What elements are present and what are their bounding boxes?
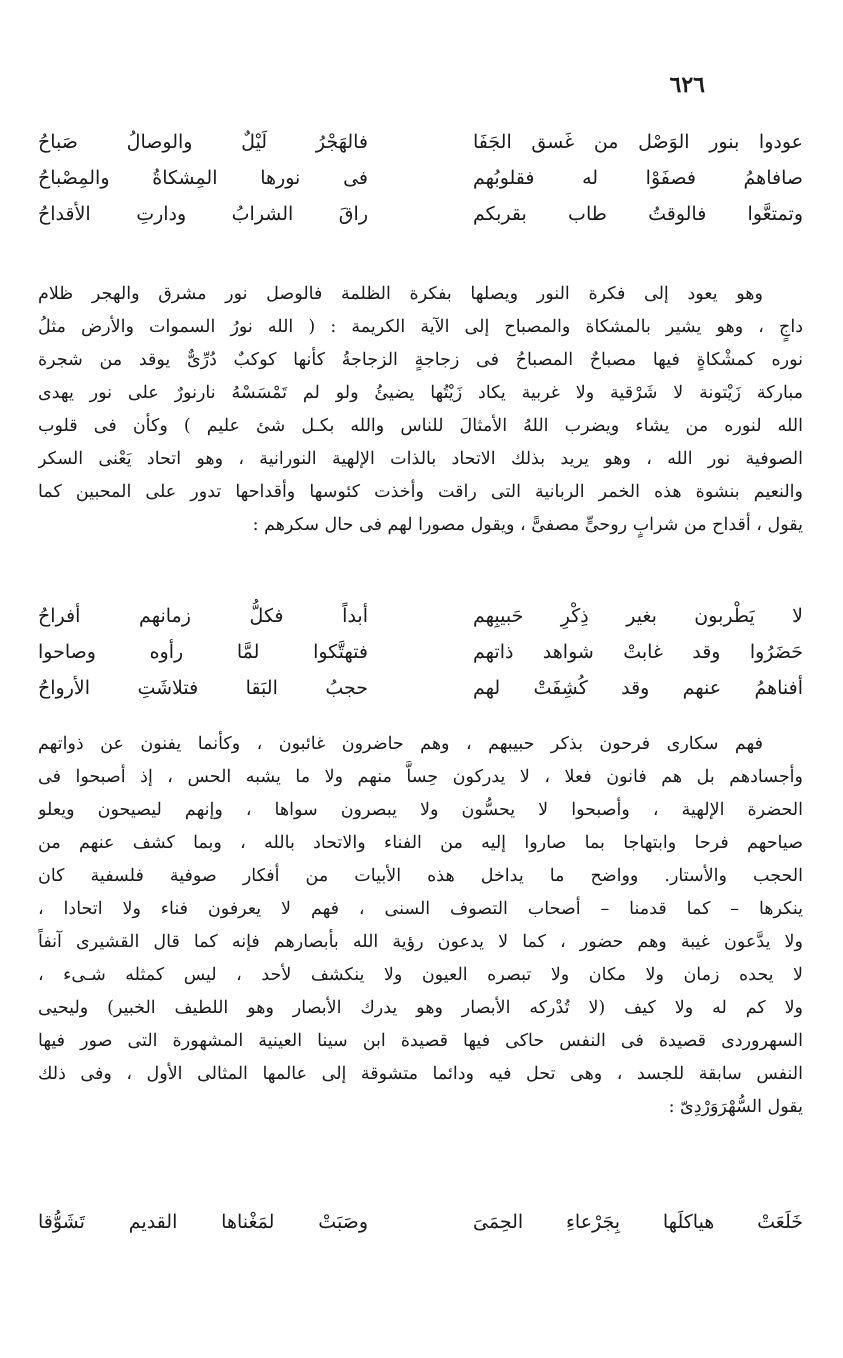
text-line: الحجب والأستار. وواضح ما يداخل هذه الأبيات من أفكار صوفية فلسفية كان — [38, 866, 803, 886]
verse-first-hemistich: وتمتعَّوا فالوقتُ طاب بقربكم — [473, 203, 803, 225]
text-line: الصوفية نور الله ، وهو يريد بذلك الاتحاد بالذات الإلهية النورانية ، وهو اتحاد يَعْنى السكر — [38, 449, 803, 469]
text-line: مباركة زَيْتونة لا شَرْقية ولا غربية يكاد زَيْتُها يضيئُ ولو لم تَمْسَسْهُ نارنورٌ على نور يهدى — [38, 383, 803, 403]
text-line: وأجسادهم بل هم فانون فعلا ، لا يدركون حِساًّ منهم ولا ما يشبه الحس ، إذ أصبحوا فى — [38, 767, 803, 787]
paragraph-2 — [38, 728, 803, 1124]
verse-second-hemistich: أبداً فكلُّ زمانهم أفراحُ — [38, 605, 368, 627]
verse-line — [38, 598, 803, 634]
verse-first-hemistich: لا يَطْربون بغير ذِكْرِ حَبيبِهم — [473, 605, 803, 627]
text-line: لا يحده زمان ولا مكان ولا تبصره العيون ولا ينكشف لأحد ، ليس كمثله شـىء ، — [38, 965, 803, 985]
text-line: الله لنوره من يشاء ويضرب اللهُ الأمثالَ للناس والله بكـل شئ عليم ) وكأن فى قلوب — [38, 416, 803, 436]
verse-second-hemistich: راقَ الشرابُ ودارتِ الأقداحُ — [38, 203, 368, 225]
text-line: ولا كم له ولا كيف (لا تُدْركه الأبصار وهو يدرك الأبصار وهو اللطيف الخبير) وليحيى — [38, 998, 803, 1018]
poem-stanza-1 — [38, 124, 803, 232]
paragraph-1 — [38, 278, 803, 542]
text-line: الحضرة الإلهية ، وأصبحوا لا يحسُّون ولا يبصرون سواها ، وإنهم ليصيحون ويعلو — [38, 800, 803, 820]
verse-second-hemistich: حجبُ البَقا فتلاشَتِ الأرواحُ — [38, 677, 368, 699]
verse-first-hemistich: حَضَرُوا وقد غابتْ شواهد ذاتهم — [473, 641, 803, 663]
text-line: ولا يدَّعون غيبة وهم حضور ، كما لا يدعون رؤية الله بأبصارهم فإنه كما قال القشيرى آنفاً — [38, 932, 803, 952]
verse-line — [38, 634, 803, 670]
text-line: ينكرها – كما قدمنا – أصحاب التصوف السنى ، فهم لا يعرفون فناء ولا اتحادا ، — [38, 899, 803, 919]
verse-first-hemistich: صافاهمُ فصفَوْا له فقلوبُهم — [473, 167, 803, 189]
verse-line — [38, 160, 803, 196]
verse-line — [38, 196, 803, 232]
verse-second-hemistich: فتهتَّكوا لمَّا رأوه وصاحوا — [38, 641, 368, 663]
verse-second-hemistich: فالهَجْرُ لَيْلٌ والوصالُ صَباحُ — [38, 131, 368, 153]
verse-second-hemistich: فى نورها المِشكاةُ والمِصْباحُ — [38, 167, 368, 189]
verse-first-hemistich: خَلَعَتْ هياكلَها بِجَرْعاءِ الحِمَىَ — [473, 1211, 803, 1233]
text-line: نوره كمشْكاةٍ فيها مصباحٌ المصباحُ فى زجاجةٍ الزجاجةُ كأنها كوكبٌ دُرِّىٌّ يوقد من شجرة — [38, 350, 803, 370]
verse-first-hemistich: عودوا بنور الوَصْل من غَسق الجَفَا — [473, 131, 803, 153]
poem-stanza-3 — [38, 1204, 803, 1240]
page-number: ٦٢٦ — [669, 72, 705, 98]
text-line: صياحهم فرحا وابتهاجا بما صاروا إليه من الفناء والاتحاد بالله ، وبما كشف عنهم من — [38, 833, 803, 853]
text-line: النفس سابقة للجسد ، وهى تحل فيه ودائما متشوقة إلى عالمها المثالى الأول ، وفى ذلك — [38, 1064, 803, 1084]
verse-first-hemistich: أفناهمُ عنهم وقد كُشِفَتْ لهم — [473, 677, 803, 699]
text-line: وهو يعود إلى فكرة النور ويصلها بفكرة الظلمة فالوصل نور مشرق والهجر ظلام — [38, 284, 763, 304]
verse-line — [38, 1204, 803, 1240]
text-line: داجٍ ، وهو يشير بالمشكاة والمصباح إلى الآية الكريمة : ( الله نورُ السموات والأرض مثلُ — [38, 317, 803, 337]
text-line: فهم سكارى فرحون بذكر حبيبهم ، وهم حاضرون غائبون ، وكأنما يفنون عن ذواتهم — [38, 734, 763, 754]
verse-second-hemistich: وصَبَتْ لمَغْناها القديم تَشَوُّقا — [38, 1211, 368, 1233]
text-line: السهروردى قصيدة فى النفس حاكى فيها قصيدة ابن سينا العينية المشهورة التى صور فيها — [38, 1031, 803, 1051]
text-line: والنعيم بنشوة هذه الخمر الربانية التى راقت وأخذت كئوسها وأقداحها تدور على المحبين كما — [38, 482, 803, 502]
verse-line — [38, 670, 803, 706]
text-line: يقول السُّهْرَوَرْدِىّ : — [668, 1097, 803, 1117]
verse-line — [38, 124, 803, 160]
text-line: يقول ، أقداح من شرابٍ روحىٍّ مصفىًّ ، ويقول مصورا لهم فى حال سكرهم : — [252, 515, 803, 535]
poem-stanza-2 — [38, 598, 803, 706]
